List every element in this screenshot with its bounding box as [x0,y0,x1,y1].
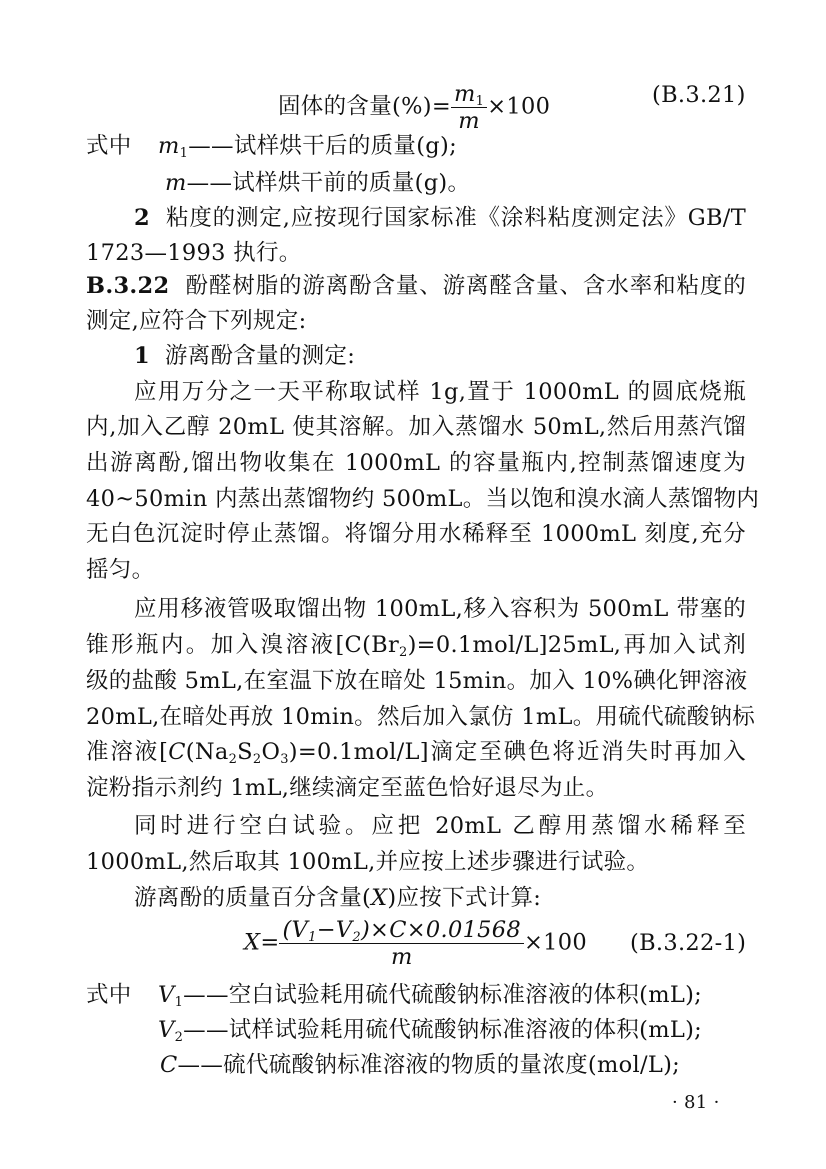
paragraph-line: 40~50min 内蒸出蒸馏物约 500mL。当以饱和溴水滴人蒸馏物内 [86,486,760,512]
paragraph-line: 1723—1993 执行。 [86,240,302,266]
equation-number: (B.3.22-1) [630,930,747,956]
paragraph-line: 锥形瓶内。加入溴溶液$[C(Br_2)=0.1mol/L]25mL$,再加入试剂 [86,632,746,660]
paragraph-line: 20mL,在暗处再放 10min。然后加入氯仿 1mL。用硫代硫酸钠标 [86,704,756,730]
variable-definition: $V_1——$空白试验耗用硫代硫酸钠标准溶液的体积(mL); [158,982,703,1010]
equation-number: (B.3.21) [652,82,746,108]
where-label: 式中 [86,133,132,159]
paragraph-line: 1000mL,然后取其 100mL,并应按上述步骤进行试验。 [86,849,650,875]
page-number: · 81 · [672,1092,720,1113]
paragraph-line: 准溶液$[C(Na_2S_2O_3)=0.1mol/L]$滴定至碘色将近消失时再加入 [86,739,746,767]
list-item: 1 游离酚含量的测定: [134,343,356,369]
paragraph-line: 摇匀。 [86,557,155,583]
paragraph-line: 无白色沉淀时停止蒸馏。将馏分用水稀释至 1000mL 刻度,充分 [86,521,746,547]
paragraph-line: 应用移液管吸取馏出物 100mL,移入容积为 500mL 带塞的 [134,596,746,622]
formula-fraction: $\frac{m_1}{m}$ [451,81,487,134]
variable-definition: C——硫代硫酸钠标准溶液的物质的量浓度(mol/L); [160,1052,681,1078]
formula-fraction: $\frac{(V_1-V_2)\times C\times 0.01568}{m}$ [279,917,524,970]
paragraph-line: 内,加入乙醇 20mL 使其溶解。加入蒸馏水 50mL,然后用蒸汽馏 [86,414,746,440]
formula-lhs: 固体的含量(%)= [278,93,451,120]
formula-rhs: ×100 [487,93,551,120]
variable-definition: $V_2——$试样试验耗用硫代硫酸钠标准溶液的体积(mL); [158,1017,703,1045]
paragraph-line: 级的盐酸 5mL,在室温下放在暗处 15min。加入 10%碘化钾溶液 [86,668,748,694]
paragraph-line: 测定,应符合下列规定: [86,308,307,334]
formula-lhs: X= [244,929,280,956]
paragraph-line: 2 粘度的测定,应按现行国家标准《涂料粘度测定法》GB/T [134,205,746,231]
formula-b-3-21 [278,81,550,134]
variable-definition: $m_1——$试样烘干后的质量(g); [158,133,457,161]
paragraph-line: 出游离酚,馏出物收集在 1000mL 的容量瓶内,控制蒸馏速度为 [86,450,746,476]
section-heading: B.3.22 酚醛树脂的游离酚含量、游离醛含量、含水率和粘度的 [86,273,746,299]
variable-definition: m——试样烘干前的质量(g)。 [165,170,471,196]
paragraph-line: 淀粉指示剂约 1mL,继续滴定至蓝色恰好退尽为止。 [86,775,609,801]
paragraph-line: 同时进行空白试验。应把 20mL 乙醇用蒸馏水稀释至 [134,813,746,839]
formula-rhs: ×100 [524,929,588,956]
formula-b-3-22-1 [244,917,587,970]
paragraph-line: 游离酚的质量百分含量(X)应按下式计算: [134,885,542,911]
paragraph-line: 应用万分之一天平称取试样 1g,置于 1000mL 的圆底烧瓶 [134,379,746,405]
where-label: 式中 [86,982,132,1008]
